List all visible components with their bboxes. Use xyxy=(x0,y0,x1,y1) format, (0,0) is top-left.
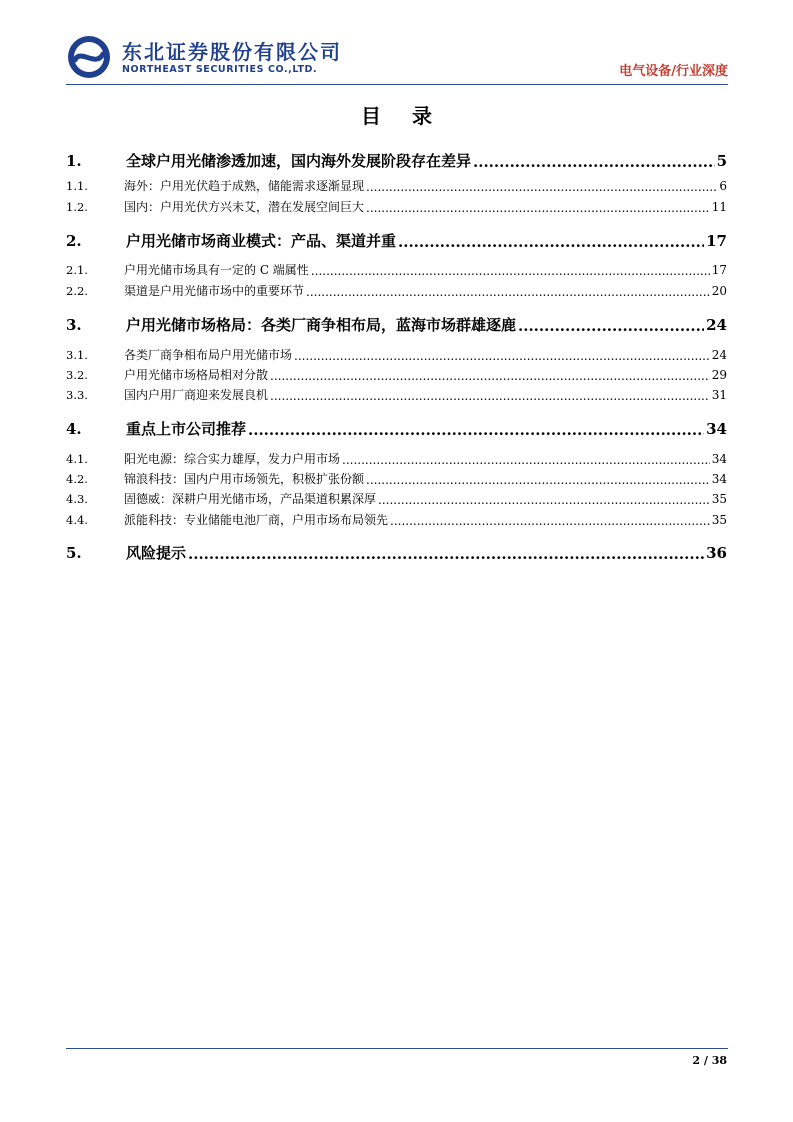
toc-entry-number: 3.1. xyxy=(66,348,88,362)
toc-entry-number: 1.2. xyxy=(66,200,88,214)
toc-entry-title: 各类厂商争相布局户用光储市场 xyxy=(124,348,293,362)
toc-dot-leader xyxy=(306,285,710,297)
toc-entry-number: 4.3. xyxy=(66,492,88,506)
toc-section-entry[interactable] xyxy=(66,198,727,215)
toc-section-entry[interactable] xyxy=(66,346,727,363)
toc-entry-page: 24 xyxy=(711,348,727,362)
toc-entry-number: 2.1. xyxy=(66,263,88,277)
toc-chapter-entry[interactable] xyxy=(66,542,727,563)
page-number: 2 / 38 xyxy=(692,1054,727,1067)
company-name-en: NORTHEAST SECURITIES CO.,LTD. xyxy=(122,64,318,75)
toc-entry-title: 派能科技：专业储能电池厂商，户用市场布局领先 xyxy=(124,513,389,527)
toc-entry-number: 3.2. xyxy=(66,368,88,382)
toc-entry-number: 3. xyxy=(66,316,82,334)
toc-entry-title: 海外：户用光伏趋于成熟，储能需求逐渐显现 xyxy=(124,179,365,193)
toc-entry-page: 6 xyxy=(719,179,727,193)
toc-dot-leader xyxy=(378,493,710,505)
toc-entry-page: 20 xyxy=(711,284,727,298)
toc-dot-leader xyxy=(390,514,710,526)
toc-dot-leader xyxy=(188,545,704,560)
toc-section-entry[interactable] xyxy=(66,386,727,403)
toc-entry-page: 36 xyxy=(706,544,727,562)
toc-entry-page: 17 xyxy=(711,263,727,277)
toc-chapter-entry[interactable] xyxy=(66,418,727,439)
toc-section-entry[interactable] xyxy=(66,490,727,507)
toc-section-entry[interactable] xyxy=(66,511,727,528)
toc-dot-leader xyxy=(366,180,717,192)
toc-entry-page: 35 xyxy=(711,492,727,506)
toc-entry-number: 4.1. xyxy=(66,452,88,466)
toc-dot-leader xyxy=(473,153,715,168)
toc-section-entry[interactable] xyxy=(66,450,727,467)
toc-entry-number: 3.3. xyxy=(66,388,88,402)
toc-dot-leader xyxy=(398,233,704,248)
toc-entry-page: 34 xyxy=(706,420,727,438)
toc-entry-page: 34 xyxy=(711,472,727,486)
toc-entry-page: 11 xyxy=(711,200,727,214)
toc-chapter-entry[interactable] xyxy=(66,150,727,171)
toc-entry-page: 29 xyxy=(711,368,727,382)
toc-entry-page: 35 xyxy=(711,513,727,527)
toc-entry-title: 户用光储市场商业模式：产品、渠道并重 xyxy=(126,232,397,250)
toc-entry-page: 24 xyxy=(706,316,727,334)
toc-dot-leader xyxy=(248,421,704,436)
toc-section-entry[interactable] xyxy=(66,177,727,194)
toc-entry-page: 17 xyxy=(706,232,727,250)
toc-entry-title: 户用光储市场具有一定的 C 端属性 xyxy=(124,263,309,277)
toc-entry-number: 1.1. xyxy=(66,179,88,193)
company-name-cn: 东北证券股份有限公司 xyxy=(122,40,342,64)
toc-entry-page: 34 xyxy=(711,452,727,466)
toc-section-entry[interactable] xyxy=(66,470,727,487)
toc-entry-page: 31 xyxy=(711,388,727,402)
toc-dot-leader xyxy=(311,264,710,276)
footer-divider xyxy=(66,1048,728,1049)
toc-dot-leader xyxy=(294,349,710,361)
toc-dot-leader xyxy=(366,473,710,485)
toc-entry-number: 5. xyxy=(66,544,82,562)
toc-section-entry[interactable] xyxy=(66,282,727,299)
company-logo-icon xyxy=(66,34,112,80)
toc-section-entry[interactable] xyxy=(66,366,727,383)
toc-entry-title: 固德威：深耕户用光储市场，产品渠道积累深厚 xyxy=(124,492,377,506)
toc-entry-page: 5 xyxy=(716,152,727,170)
toc-dot-leader xyxy=(366,201,710,213)
toc-entry-title: 阳光电源：综合实力雄厚，发力户用市场 xyxy=(124,452,341,466)
toc-entry-title: 锦浪科技：国内户用市场领先，积极扩张份额 xyxy=(124,472,365,486)
header-divider xyxy=(66,84,728,85)
report-type-label: 电气设备/行业深度 xyxy=(619,64,728,79)
page-header xyxy=(66,30,728,82)
toc-entry-number: 4.4. xyxy=(66,513,88,527)
toc-dot-leader xyxy=(270,369,710,381)
toc-entry-title: 风险提示 xyxy=(126,544,187,562)
toc-dot-leader xyxy=(270,389,710,401)
toc-entry-title: 户用光储市场格局相对分散 xyxy=(124,368,269,382)
toc-entry-title: 渠道是户用光储市场中的重要环节 xyxy=(124,284,305,298)
toc-entry-number: 2. xyxy=(66,232,82,250)
toc-entry-number: 4. xyxy=(66,420,82,438)
toc-entry-title: 重点上市公司推荐 xyxy=(126,420,247,438)
toc-section-entry[interactable] xyxy=(66,261,727,278)
toc-chapter-entry[interactable] xyxy=(66,314,727,335)
toc-chapter-entry[interactable] xyxy=(66,230,727,251)
toc-entry-title: 户用光储市场格局：各类厂商争相布局，蓝海市场群雄逐鹿 xyxy=(126,316,517,334)
toc-dot-leader xyxy=(518,317,704,332)
toc-entry-number: 2.2. xyxy=(66,284,88,298)
toc-entry-number: 1. xyxy=(66,152,82,170)
toc-entry-title: 国内：户用光伏方兴未艾，潜在发展空间巨大 xyxy=(124,200,365,214)
toc-title: 目 录 xyxy=(361,104,444,128)
toc-entry-title: 国内户用厂商迎来发展良机 xyxy=(124,388,269,402)
toc-entry-title: 全球户用光储渗透加速，国内海外发展阶段存在差异 xyxy=(126,152,472,170)
toc-entry-number: 4.2. xyxy=(66,472,88,486)
toc-dot-leader xyxy=(342,453,710,465)
